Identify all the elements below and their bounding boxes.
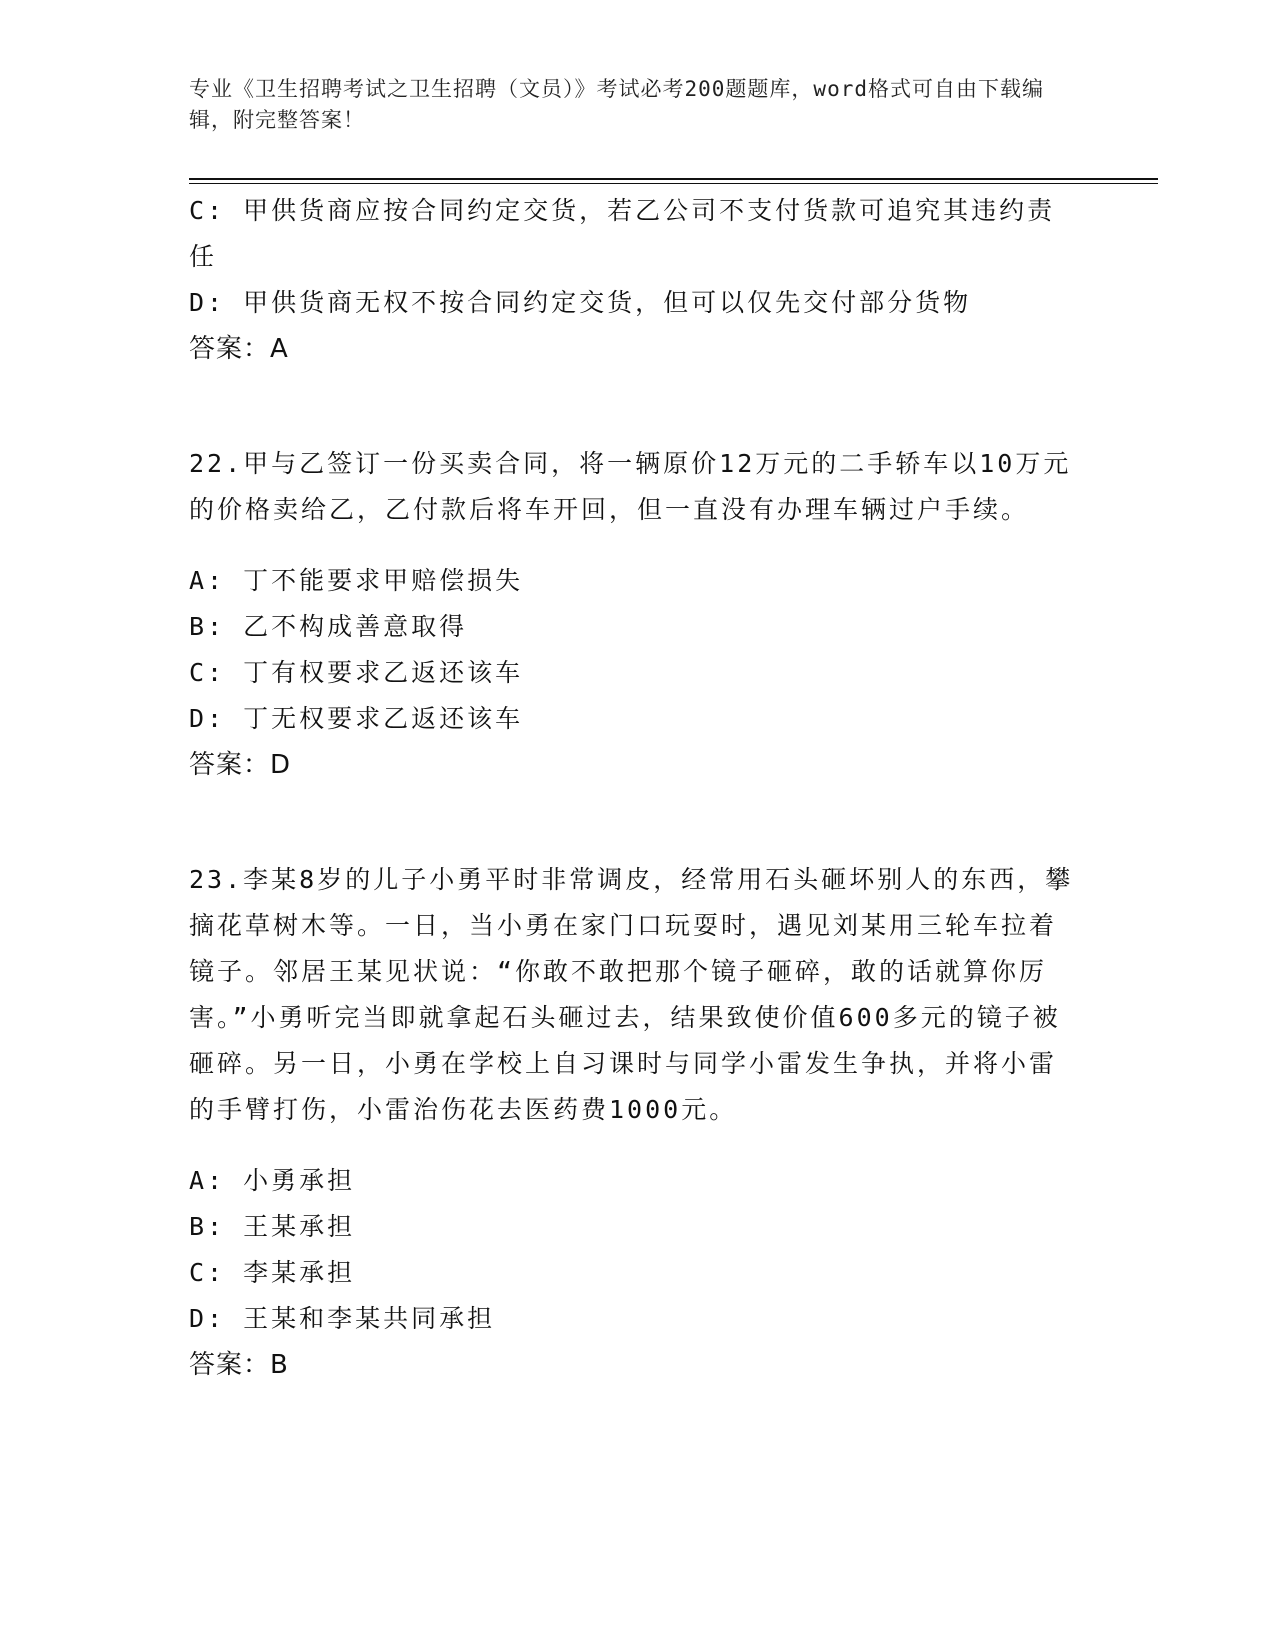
option-d: D: 王某和李某共同承担 — [189, 1304, 496, 1333]
question-22 — [189, 441, 1079, 788]
option-b: B: 王某承担 — [189, 1212, 356, 1241]
question-spacer — [189, 788, 1079, 832]
option-c: C: 丁有权要求乙返还该车 — [189, 658, 524, 687]
question-stem: 23.李某8岁的儿子小勇平时非常调皮，经常用石头砸坏别人的东西，攀摘花草树木等。一日，当小勇在家门口玩耍时，遇见刘某用三轮车拉着镜子。邻居王某见状说：“你敢不敢把那个镜子砸碎，敢的话就算你厉害。”小勇听完当即就拿起石头砸过去，结果致使价值600多元的镜子被砸碎。另一日，小勇在学校上自习课时与同学小雷发生争执，并将小雷的手臂打伤，小雷治伤花去医药费1000元。 — [189, 865, 1074, 1124]
answer-line: 答案：D — [189, 750, 292, 780]
option-c: C: 甲供货商应按合同约定交货，若乙公司不支付货款可追究其违约责任 — [189, 196, 1056, 271]
question-stem: 22.甲与乙签订一份买卖合同，将一辆原价12万元的二手轿车以10万元的价格卖给乙，乙付款后将车开回，但一直没有办理车辆过户手续。 — [189, 449, 1072, 524]
question-21-tail — [189, 188, 1079, 372]
question-spacer — [189, 372, 1079, 416]
option-d: D: 丁无权要求乙返还该车 — [189, 704, 524, 733]
answer-line: 答案：A — [189, 334, 289, 364]
document-header: 专业《卫生招聘考试之卫生招聘（文员）》考试必考200题题库，word格式可自由下载编辑，附完整答案！ — [189, 77, 1044, 132]
question-23 — [189, 857, 1079, 1388]
option-a: A: 小勇承担 — [189, 1166, 356, 1195]
option-d: D: 甲供货商无权不按合同约定交货，但可以仅先交付部分货物 — [189, 288, 972, 317]
option-c: C: 李某承担 — [189, 1258, 356, 1287]
option-a: A: 丁不能要求甲赔偿损失 — [189, 566, 524, 595]
header-rule-thin — [189, 183, 1158, 184]
option-b: B: 乙不构成善意取得 — [189, 612, 468, 641]
answer-line: 答案：B — [189, 1350, 289, 1380]
header-rule-thick — [189, 178, 1158, 180]
question-content — [189, 188, 1079, 1388]
